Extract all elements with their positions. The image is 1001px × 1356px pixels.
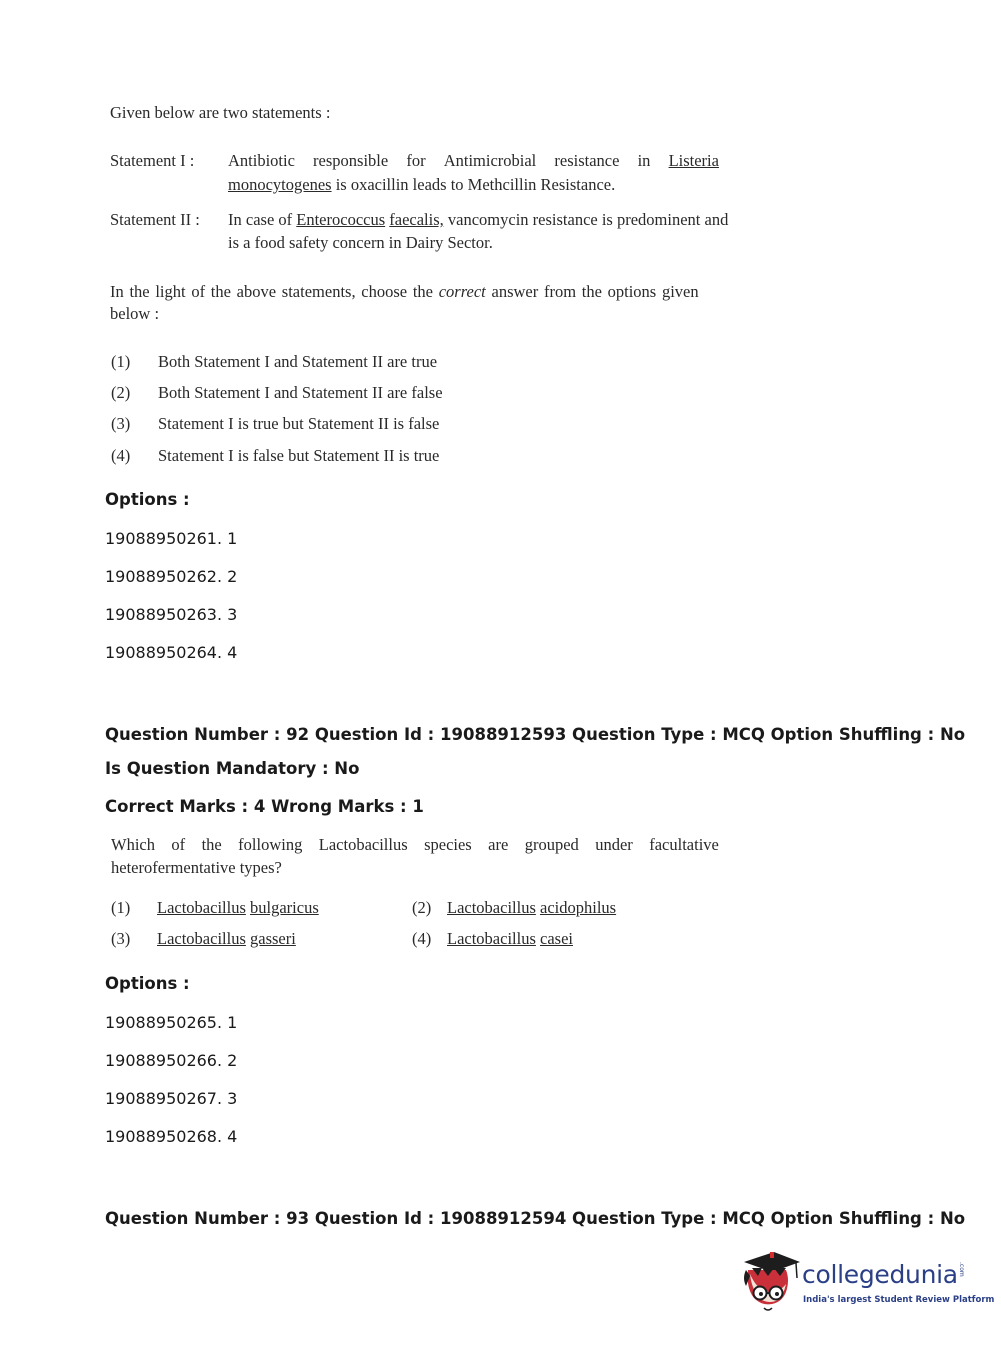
- word: are: [488, 835, 509, 854]
- choice-number: (4): [412, 929, 432, 948]
- word: following: [238, 835, 303, 854]
- options-heading: Options :: [105, 974, 190, 993]
- choice-number: (1): [111, 352, 131, 371]
- choice-number: (1): [111, 898, 131, 917]
- choice-number: (3): [111, 414, 131, 433]
- question-stem-line-1: [111, 835, 719, 855]
- word: grouped: [524, 835, 579, 854]
- text-run: vancomycin resistance is predominent and: [443, 210, 729, 229]
- genus-name: Lactobacillus: [157, 898, 246, 917]
- marks-line: Correct Marks : 4 Wrong Marks : 1: [105, 797, 424, 816]
- genus-name: Lactobacillus: [447, 929, 536, 948]
- word: facultative: [649, 835, 719, 854]
- word: of: [171, 835, 186, 854]
- species-name: acidophilus: [540, 898, 617, 917]
- statement-1-line-1: [228, 151, 719, 171]
- choice-number: (2): [111, 383, 131, 402]
- word: the: [201, 835, 222, 854]
- choice-number: (3): [111, 929, 131, 948]
- option-id-row: 19088950263. 3: [105, 605, 238, 624]
- choice-text: [447, 929, 573, 949]
- question-header: Question Number : 92 Question Id : 19088912593 Question Type : MCQ Option Shuffling : No: [105, 725, 966, 744]
- logo-dotcom: .com: [958, 1262, 965, 1277]
- statement-1-line-2: [228, 175, 615, 195]
- species-name: monocytogenes: [228, 175, 332, 194]
- word: responsible: [313, 151, 389, 170]
- word: in: [637, 151, 651, 170]
- word: Listeria: [668, 151, 719, 170]
- species-name: casei: [540, 929, 573, 948]
- choice-number: (4): [111, 446, 131, 465]
- statement-2-label: Statement II :: [110, 210, 200, 229]
- question-header: Question Number : 93 Question Id : 19088912594 Question Type : MCQ Option Shuffling : No: [105, 1209, 966, 1228]
- word: Antimicrobial: [443, 151, 537, 170]
- genus-name: Lactobacillus: [157, 929, 246, 948]
- species-name: bulgaricus: [250, 898, 319, 917]
- statement-1-label: Statement I :: [110, 151, 195, 170]
- text-run: answer from the options given: [485, 282, 699, 301]
- choice-text: [447, 898, 616, 918]
- choice-text: Both Statement I and Statement II are false: [158, 383, 443, 402]
- choice-text: Both Statement I and Statement II are true: [158, 352, 438, 371]
- question-prompt-line-1: [110, 282, 719, 302]
- choice-text: [157, 929, 296, 949]
- word: for: [406, 151, 426, 170]
- genus-name: Lactobacillus: [447, 898, 536, 917]
- statement-2-line-1: [228, 210, 728, 230]
- species-name: faecalis,: [389, 210, 444, 229]
- option-id-row: 19088950261. 1: [105, 529, 238, 548]
- statement-2-line-2: is a food safety concern in Dairy Sector.: [228, 233, 493, 252]
- graduate-mascot-icon: [740, 1248, 802, 1320]
- word: species: [424, 835, 472, 854]
- word: under: [595, 835, 633, 854]
- question-prompt-line-2: below :: [110, 304, 160, 323]
- option-id-row: 19088950265. 1: [105, 1013, 238, 1032]
- option-id-row: 19088950267. 3: [105, 1089, 238, 1108]
- logo-tagline: India's largest Student Review Platform: [803, 1295, 995, 1305]
- text-run: In case of: [228, 210, 297, 229]
- choice-text: Statement I is true but Statement II is false: [158, 414, 440, 433]
- word: resistance: [554, 151, 620, 170]
- word: Lactobacillus: [318, 835, 408, 854]
- text-run: In the light of the above statements, choose the: [110, 282, 439, 301]
- word: Which: [111, 835, 155, 854]
- choice-number: (2): [412, 898, 432, 917]
- option-id-row: 19088950262. 2: [105, 567, 238, 586]
- word: Antibiotic: [228, 151, 295, 170]
- choice-text: Statement I is false but Statement II is true: [158, 446, 440, 465]
- option-id-row: 19088950264. 4: [105, 643, 238, 662]
- emphasis: correct: [438, 282, 486, 301]
- genus-name: Enterococcus: [296, 210, 386, 229]
- collegedunia-logo: [740, 1248, 995, 1320]
- text-run: is oxacillin leads to Methcillin Resistance.: [331, 175, 616, 194]
- choice-text: [157, 898, 319, 918]
- statement-intro: Given below are two statements :: [110, 103, 331, 122]
- logo-wordmark: collegedunia: [802, 1260, 958, 1289]
- species-name: gasseri: [250, 929, 296, 948]
- mandatory-line: Is Question Mandatory : No: [105, 759, 360, 778]
- option-id-row: 19088950266. 2: [105, 1051, 238, 1070]
- option-id-row: 19088950268. 4: [105, 1127, 238, 1146]
- question-stem-line-2: heterofermentative types?: [111, 858, 282, 877]
- options-heading: Options :: [105, 490, 190, 509]
